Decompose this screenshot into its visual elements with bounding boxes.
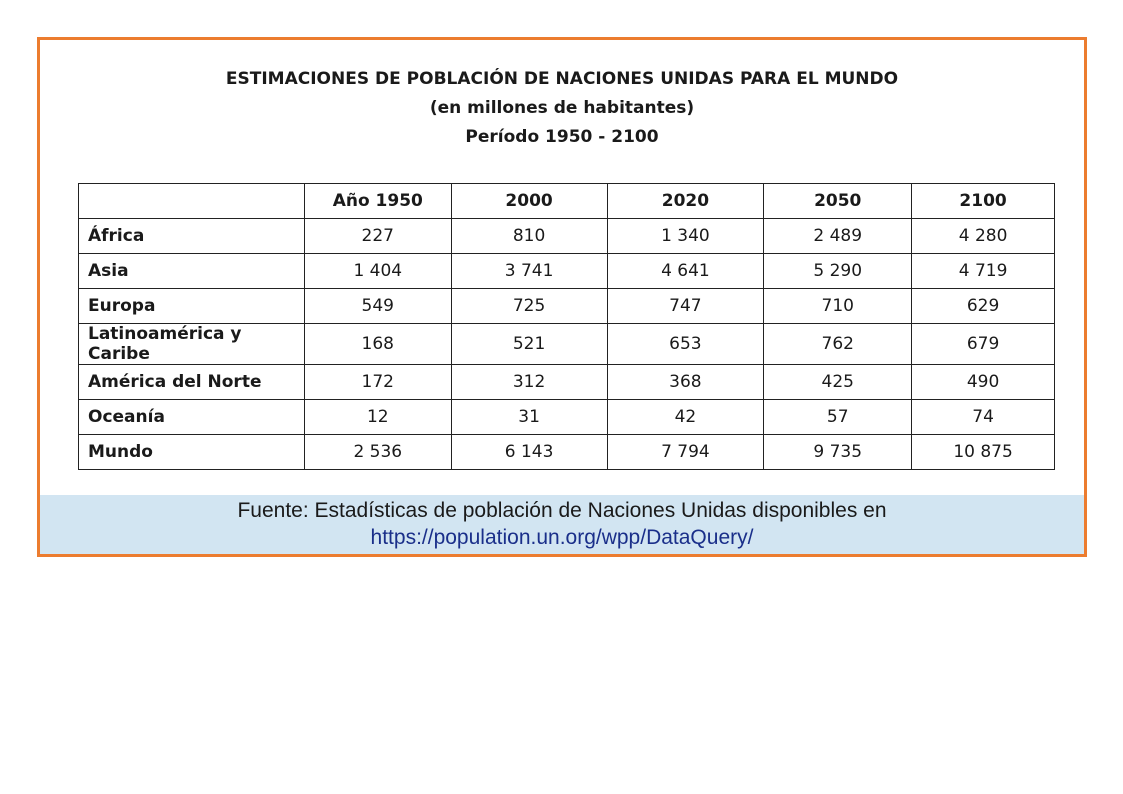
region-cell: Europa bbox=[79, 289, 305, 324]
value-cell: 490 bbox=[912, 365, 1055, 400]
value-cell: 6 143 bbox=[451, 435, 607, 470]
value-cell: 679 bbox=[912, 324, 1055, 365]
header-cell-2000: 2000 bbox=[451, 184, 607, 219]
value-cell: 12 bbox=[304, 400, 451, 435]
title-line-2: (en millones de habitantes) bbox=[429, 98, 695, 118]
value-cell: 7 794 bbox=[607, 435, 764, 470]
value-cell: 1 404 bbox=[304, 254, 451, 289]
value-cell: 2 536 bbox=[304, 435, 451, 470]
header-cell-2100: 2100 bbox=[912, 184, 1055, 219]
value-cell: 549 bbox=[304, 289, 451, 324]
value-cell: 168 bbox=[304, 324, 451, 365]
value-cell: 2 489 bbox=[764, 219, 912, 254]
value-cell: 653 bbox=[607, 324, 764, 365]
region-cell: Latinoamérica y Caribe bbox=[79, 324, 305, 365]
header-cell-2020: 2020 bbox=[607, 184, 764, 219]
table-row bbox=[79, 324, 1055, 365]
value-cell: 10 875 bbox=[912, 435, 1055, 470]
value-cell: 810 bbox=[451, 219, 607, 254]
table-header-row bbox=[79, 184, 1055, 219]
source-text: Fuente: Estadísticas de población de Naciones Unidas disponibles en bbox=[237, 499, 887, 522]
source-url: https://population.un.org/wpp/DataQuery/ bbox=[370, 526, 754, 549]
value-cell: 9 735 bbox=[764, 435, 912, 470]
value-cell: 172 bbox=[304, 365, 451, 400]
title-line-1: ESTIMACIONES DE POBLACIÓN DE NACIONES UNIDAS PARA EL MUNDO bbox=[225, 69, 899, 89]
region-cell: Asia bbox=[79, 254, 305, 289]
header-cell-region bbox=[79, 184, 305, 219]
value-cell: 747 bbox=[607, 289, 764, 324]
source-band bbox=[40, 495, 1084, 554]
value-cell: 368 bbox=[607, 365, 764, 400]
value-cell: 227 bbox=[304, 219, 451, 254]
population-table bbox=[78, 183, 1055, 470]
value-cell: 710 bbox=[764, 289, 912, 324]
document-frame bbox=[37, 37, 1087, 557]
value-cell: 31 bbox=[451, 400, 607, 435]
value-cell: 4 641 bbox=[607, 254, 764, 289]
table-row bbox=[79, 400, 1055, 435]
value-cell: 57 bbox=[764, 400, 912, 435]
value-cell: 42 bbox=[607, 400, 764, 435]
value-cell: 5 290 bbox=[764, 254, 912, 289]
header-cell-2050: 2050 bbox=[764, 184, 912, 219]
value-cell: 3 741 bbox=[451, 254, 607, 289]
title-line-3: Período 1950 - 2100 bbox=[465, 127, 659, 147]
region-cell: Mundo bbox=[79, 435, 305, 470]
table-row bbox=[79, 289, 1055, 324]
region-cell: África bbox=[79, 219, 305, 254]
region-cell: América del Norte bbox=[79, 365, 305, 400]
title-block bbox=[40, 65, 1084, 152]
table-row bbox=[79, 365, 1055, 400]
table-row bbox=[79, 435, 1055, 470]
value-cell: 725 bbox=[451, 289, 607, 324]
header-cell-1950: Año 1950 bbox=[304, 184, 451, 219]
value-cell: 629 bbox=[912, 289, 1055, 324]
value-cell: 425 bbox=[764, 365, 912, 400]
region-cell: Oceanía bbox=[79, 400, 305, 435]
value-cell: 1 340 bbox=[607, 219, 764, 254]
value-cell: 762 bbox=[764, 324, 912, 365]
value-cell: 521 bbox=[451, 324, 607, 365]
value-cell: 74 bbox=[912, 400, 1055, 435]
table-row bbox=[79, 254, 1055, 289]
value-cell: 4 719 bbox=[912, 254, 1055, 289]
table-row bbox=[79, 219, 1055, 254]
value-cell: 312 bbox=[451, 365, 607, 400]
value-cell: 4 280 bbox=[912, 219, 1055, 254]
